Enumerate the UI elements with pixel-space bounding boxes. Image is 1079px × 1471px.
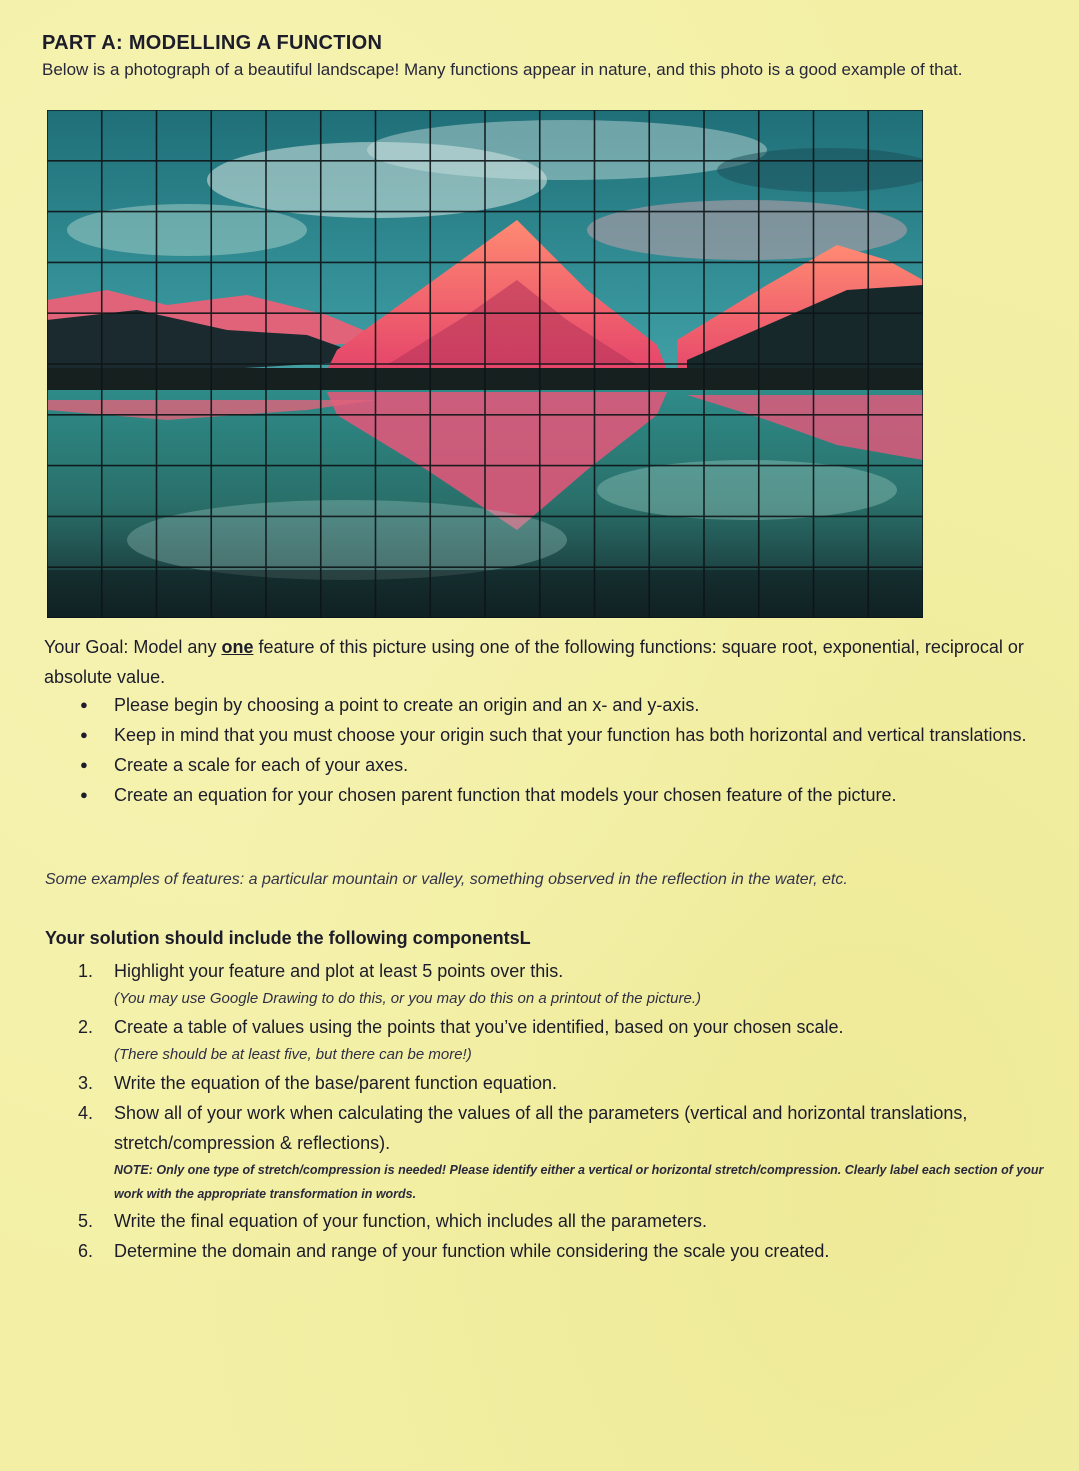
mountain-lake-photo-icon xyxy=(47,110,923,618)
intro-text: Below is a photograph of a beautiful landscape! Many functions appear in nature, and this photo is a good example of that. xyxy=(42,60,963,79)
list-item xyxy=(78,1098,1058,1206)
goal-prefix: Your Goal: Model any xyxy=(44,637,222,657)
step-note: (There should be at least five, but there can be more!) xyxy=(114,1046,472,1063)
step-number: 2. xyxy=(78,1017,94,1037)
examples-note: Some examples of features: a particular mountain or valley, something observed in the reflection in the water, etc. xyxy=(45,871,848,888)
step-number: 1. xyxy=(78,961,94,981)
goal-statement xyxy=(44,632,1069,692)
list-item: ● Keep in mind that you must choose your origin such that your function has both horizontal and vertical translations. xyxy=(80,720,1060,750)
list-item xyxy=(78,1206,1058,1236)
step-text: Write the final equation of your function, which includes all the parameters. xyxy=(114,1211,707,1231)
goal-suffix: feature of this picture using one of the following functions: square root, exponential, reciprocal or absolute value. xyxy=(44,637,1024,687)
step-note: (You may use Google Drawing to do this, or you may do this on a printout of the picture.) xyxy=(114,990,701,1007)
step-warning-note: NOTE: Only one type of stretch/compression is needed! Please identify either a vertical or horizontal stretch/compression. Clearly label each section of your work with the appropriate transformation in words. xyxy=(114,1163,1044,1201)
step-number: 5. xyxy=(78,1211,94,1231)
list-item xyxy=(78,956,1058,1012)
list-item: ● Please begin by choosing a point to create an origin and an x- and y-axis. xyxy=(80,690,1060,720)
step-text: Determine the domain and range of your function while considering the scale you created. xyxy=(114,1241,830,1261)
landscape-photo xyxy=(47,110,923,618)
list-item: ● Create a scale for each of your axes. xyxy=(80,750,1060,780)
step-text: Write the equation of the base/parent function equation. xyxy=(114,1073,557,1093)
step-text: Highlight your feature and plot at least 5 points over this. xyxy=(114,961,564,981)
goal-emphasis: one xyxy=(221,637,254,657)
step-number: 6. xyxy=(78,1241,94,1261)
list-item xyxy=(78,1012,1058,1068)
page-title: PART A: MODELLING A FUNCTION xyxy=(42,32,383,54)
components-list xyxy=(78,956,1058,1266)
components-heading: Your solution should include the following componentsL xyxy=(45,928,531,948)
list-item: ● Create an equation for your chosen parent function that models your chosen feature of the picture. xyxy=(80,780,1060,810)
list-item xyxy=(78,1068,1058,1098)
step-text: Show all of your work when calculating the values of all the parameters (vertical and horizontal translations, stretch/compression & reflections). xyxy=(114,1103,968,1153)
step-number: 3. xyxy=(78,1073,94,1093)
goal-bullets xyxy=(80,690,1060,810)
step-number: 4. xyxy=(78,1103,94,1123)
step-text: Create a table of values using the points that you’ve identified, based on your chosen scale. xyxy=(114,1017,844,1037)
list-item xyxy=(78,1236,1058,1266)
